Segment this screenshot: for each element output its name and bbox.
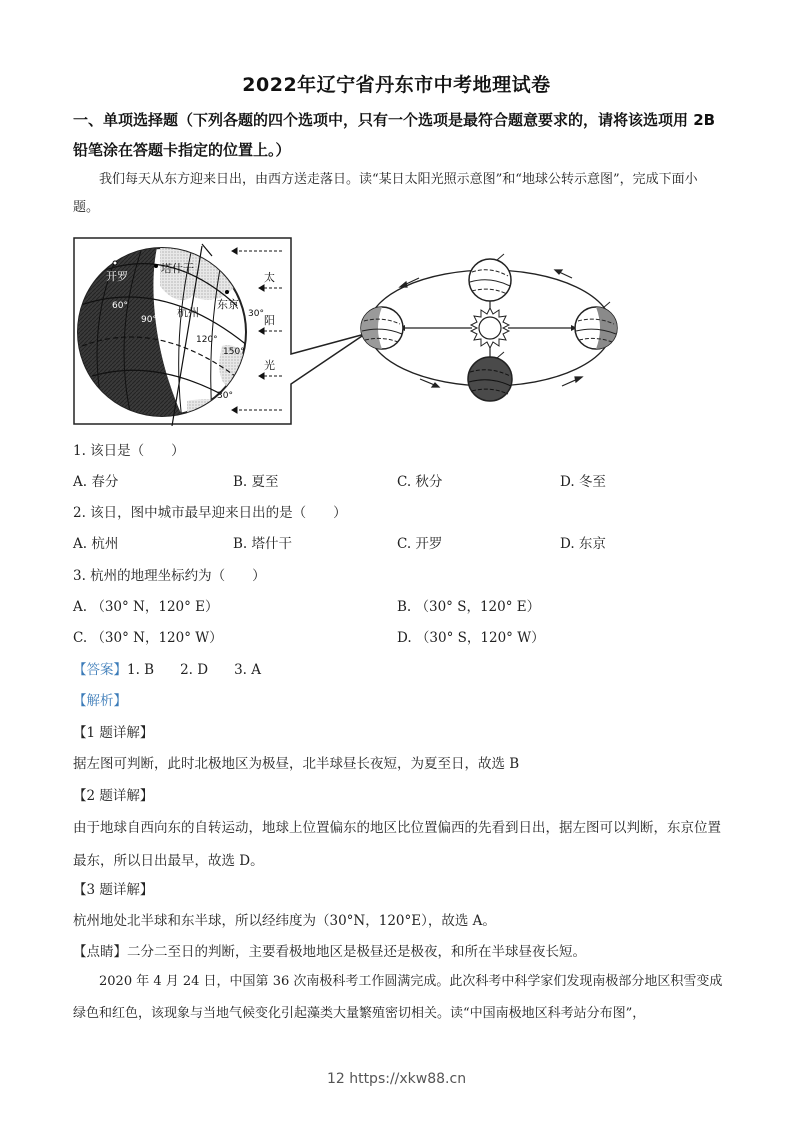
detail-2-heading: 【2 题详解】 (73, 788, 154, 804)
answer-item-2: 2. D (180, 662, 209, 678)
tip-line (73, 942, 586, 962)
question-1-option-b[interactable]: B. 夏至 (233, 474, 279, 490)
sunlight-diagram (72, 236, 365, 426)
question-3-option-c[interactable]: C. （30° N，120° W） (73, 630, 223, 646)
svg-text:太: 太 (264, 271, 275, 284)
svg-text:阳: 阳 (264, 314, 275, 327)
section-heading: 一、单项选择题（下列各题的四个选项中，只有一个选项是最符合题意要求的，请将该选项用 2B 铅笔涂在答题卡指定的位置上。） (73, 111, 716, 159)
question-3-option-a[interactable]: A. （30° N，120° E） (73, 599, 219, 615)
question-2-option-d[interactable]: D. 东京 (560, 536, 606, 552)
detail-1-heading: 【1 题详解】 (73, 725, 154, 741)
earth-bottom-icon (468, 352, 512, 401)
next-passage: 2020 年 4 月 24 日，中国第 36 次南极科考工作圆满完成。此次科考中科学家们发现南极部分地区积雪变成绿色和红色，该现象与当地气候变化引起藻类大量繁殖密切相关。读“中国南极地区科考站分布图”， (73, 974, 723, 1021)
answer-item-1: 1. B (127, 662, 155, 678)
revolution-diagram (361, 254, 617, 401)
label-tashkent: 塔什干 (161, 262, 194, 275)
question-2-option-c[interactable]: C. 开罗 (397, 536, 443, 552)
earth-right-icon (575, 302, 617, 349)
detail-3-text: 杭州地处北半球和东半球，所以经纬度为（30°N，120°E），故选 A。 (73, 913, 496, 929)
earth-left-icon (361, 307, 403, 349)
question-1-option-a[interactable]: A. 春分 (73, 474, 119, 490)
question-2-stem: 2. 该日，图中城市最早迎来日出的是（ ） (73, 505, 347, 521)
page-title: 2022年辽宁省丹东市中考地理试卷 (242, 74, 551, 96)
label-hangzhou: 杭州 (177, 306, 199, 319)
sun-icon (471, 308, 509, 348)
detail-1-text: 据左图可判断，此时北极地区为极昼，北半球昼长夜短，为夏至日，故选 B (73, 756, 520, 772)
svg-text:60°: 60° (112, 301, 128, 311)
svg-text:120°: 120° (196, 335, 218, 345)
svg-text:150°: 150° (223, 347, 245, 357)
question-3-option-d[interactable]: D. （30° S，120° W） (397, 630, 545, 646)
svg-text:光: 光 (264, 359, 275, 372)
question-1-option-d[interactable]: D. 冬至 (560, 474, 606, 490)
earth-top-icon (469, 254, 511, 301)
question-3-stem: 3. 杭州的地理坐标约为（ ） (73, 568, 266, 584)
analysis-label: 【解析】 (73, 693, 127, 709)
figure-illumination-and-revolution (72, 236, 632, 426)
tip-label: 【点睛】 (73, 944, 127, 960)
question-3-option-b[interactable]: B. （30° S，120° E） (397, 599, 541, 615)
question-2-option-b[interactable]: B. 塔什干 (233, 536, 293, 552)
intro-paragraph: 我们每天从东方迎来日出，由西方送走落日。读“某日太阳光照示意图”和“地球公转示意图”，完成下面小题。 (73, 172, 698, 215)
label-cairo: 开罗 (106, 270, 128, 283)
svg-text:90°: 90° (141, 315, 157, 325)
answer-item-3: 3. A (234, 662, 262, 678)
tip-text: 二分二至日的判断，主要看极地地区是极昼还是极夜，和所在半球昼夜长短。 (127, 944, 586, 960)
detail-2-text: 由于地球自西向东的自转运动，地球上位置偏东的地区比位置偏西的先看到日出，据左图可以判断，东京位置最东，所以日出最早，故选 D。 (73, 820, 721, 869)
detail-3-heading: 【3 题详解】 (73, 882, 154, 898)
answer-label: 【答案】 (73, 662, 127, 678)
question-1-stem: 1. 该日是（ ） (73, 443, 185, 459)
question-1-option-c[interactable]: C. 秋分 (397, 474, 443, 490)
label-tokyo: 东京 (217, 298, 239, 311)
svg-text:30°: 30° (248, 309, 264, 319)
answer-line (73, 660, 261, 680)
page-footer: 12 https://xkw88.cn (326, 1071, 467, 1087)
svg-text:30°: 30° (217, 391, 233, 401)
question-2-option-a[interactable]: A. 杭州 (73, 536, 119, 552)
